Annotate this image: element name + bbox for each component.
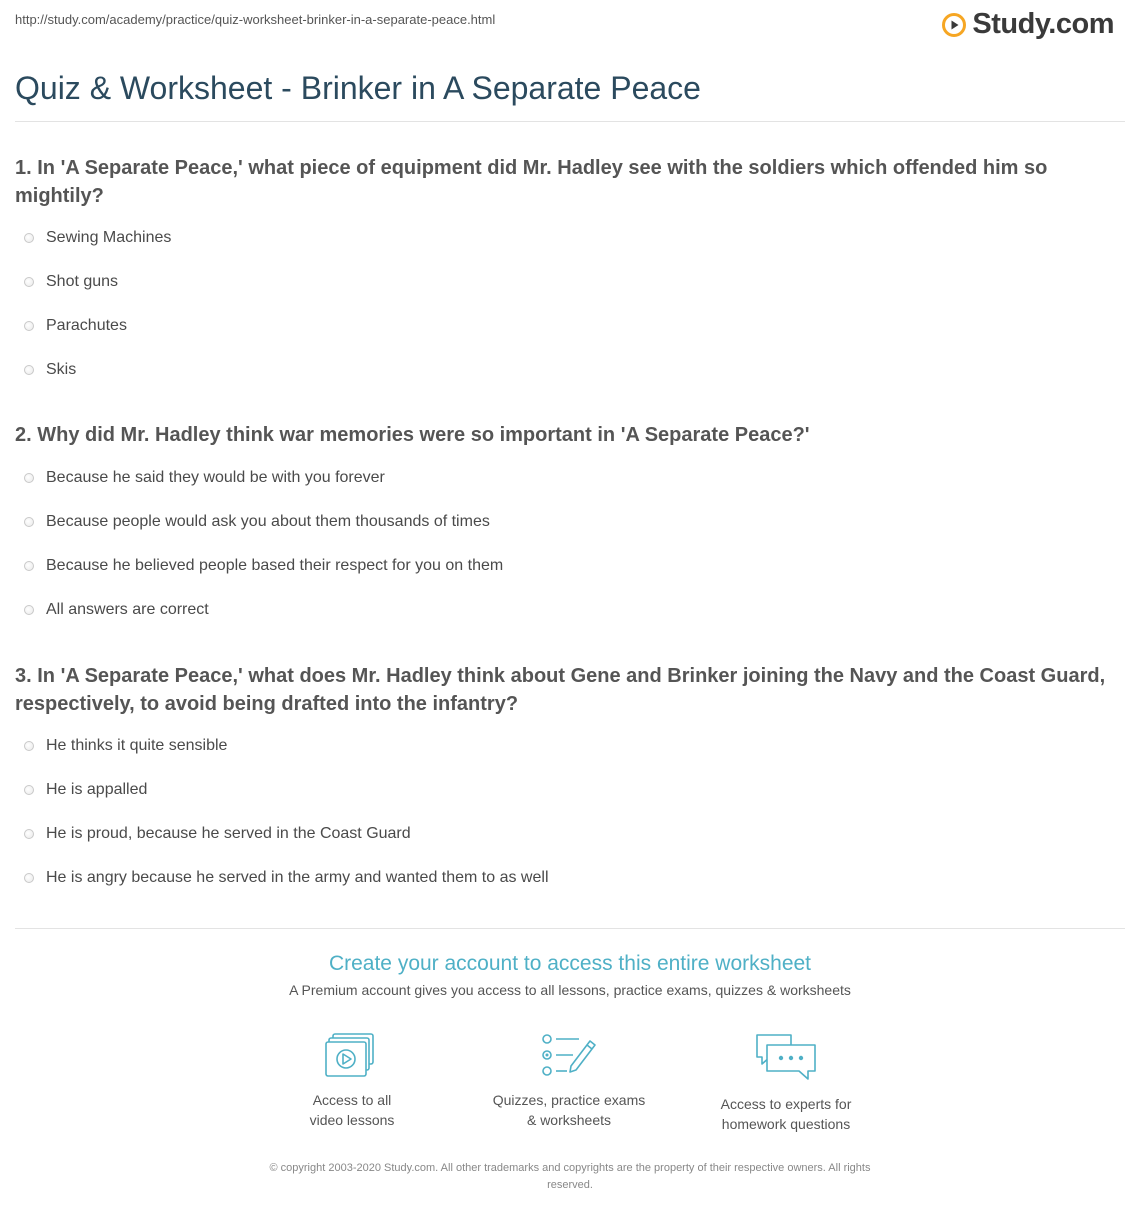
video-lessons-icon: [325, 1032, 379, 1078]
answer-option[interactable]: [24, 554, 503, 578]
page-title: Quiz & Worksheet - Brinker in A Separate Peace: [15, 70, 701, 106]
answer-option-label: Skis: [46, 361, 77, 378]
chat-bubbles-icon: [754, 1032, 818, 1082]
copyright-footer: [215, 1160, 925, 1194]
radio-icon[interactable]: [24, 741, 34, 751]
answer-option[interactable]: [24, 822, 411, 846]
copyright-line: reserved.: [547, 1179, 593, 1191]
answer-option[interactable]: [24, 358, 76, 382]
radio-icon[interactable]: [24, 517, 34, 527]
answer-option-label: He is appalled: [46, 781, 148, 798]
answer-option[interactable]: [24, 778, 147, 802]
answer-option[interactable]: [24, 270, 118, 294]
answer-option[interactable]: [24, 866, 549, 890]
radio-icon[interactable]: [24, 873, 34, 883]
create-account-link[interactable]: Create your account to access this entire worksheet: [328, 952, 812, 975]
answer-option-label: He is angry because he served in the army and wanted them to as well: [46, 869, 549, 886]
feature-video-lessons: [252, 1032, 452, 1130]
radio-icon[interactable]: [24, 561, 34, 571]
question-1: 1. In 'A Separate Peace,' what piece of equipment did Mr. Hadley see with the soldiers which offended him so mightily?: [15, 157, 1048, 207]
premium-description: A Premium account gives you access to all lessons, practice exams, quizzes & worksheets: [289, 982, 851, 998]
radio-icon[interactable]: [24, 829, 34, 839]
study-logo[interactable]: [942, 8, 1114, 41]
radio-icon[interactable]: [24, 365, 34, 375]
copyright-line: © copyright 2003-2020 Study.com. All other trademarks and copyrights are the property of their respective owners. All rights: [269, 1162, 871, 1174]
answer-option-label: Sewing Machines: [46, 229, 172, 246]
answer-option[interactable]: [24, 510, 490, 534]
question-3: 3. In 'A Separate Peace,' what does Mr. Hadley think about Gene and Brinker joining the Navy and the Coast Guard, respectively, to avoid being drafted into the infantry?: [15, 665, 1106, 715]
radio-icon[interactable]: [24, 605, 34, 615]
radio-icon[interactable]: [24, 321, 34, 331]
quiz-checklist-icon: [541, 1032, 597, 1078]
radio-icon[interactable]: [24, 785, 34, 795]
play-circle-icon: [942, 13, 966, 37]
answer-option[interactable]: [24, 466, 385, 490]
feature-label-line: Access to experts for: [720, 1096, 852, 1112]
answer-option[interactable]: [24, 734, 227, 758]
feature-label-line: Access to all: [312, 1092, 392, 1108]
feature-label-line: homework questions: [721, 1116, 851, 1132]
answer-option[interactable]: [24, 226, 171, 250]
feature-experts: [686, 1032, 886, 1134]
cta-divider: [15, 928, 1125, 929]
answer-option-label: Shot guns: [46, 273, 119, 290]
logo-text: Study.com: [972, 8, 1114, 40]
answer-option-label: Because he said they would be with you forever: [46, 469, 385, 486]
answer-option-label: All answers are correct: [46, 601, 209, 618]
feature-label-line: video lessons: [309, 1112, 395, 1128]
radio-icon[interactable]: [24, 277, 34, 287]
answer-option-label: Because people would ask you about them thousands of times: [46, 513, 490, 530]
answer-option-label: He is proud, because he served in the Coast Guard: [46, 825, 411, 842]
radio-icon[interactable]: [24, 473, 34, 483]
answer-option-label: Because he believed people based their respect for you on them: [46, 557, 504, 574]
answer-option[interactable]: [24, 314, 127, 338]
question-2: 2. Why did Mr. Hadley think war memories were so important in 'A Separate Peace?': [15, 424, 810, 446]
answer-option[interactable]: [24, 598, 209, 622]
page-url: http://study.com/academy/practice/quiz-worksheet-brinker-in-a-separate-peace.html: [15, 12, 496, 27]
radio-icon[interactable]: [24, 233, 34, 243]
feature-label-line: Quizzes, practice exams: [492, 1092, 646, 1108]
answer-option-label: Parachutes: [46, 317, 127, 334]
answer-option-label: He thinks it quite sensible: [46, 737, 228, 754]
feature-quizzes: [469, 1032, 669, 1130]
title-divider: [15, 121, 1125, 122]
feature-label-line: & worksheets: [526, 1112, 612, 1128]
